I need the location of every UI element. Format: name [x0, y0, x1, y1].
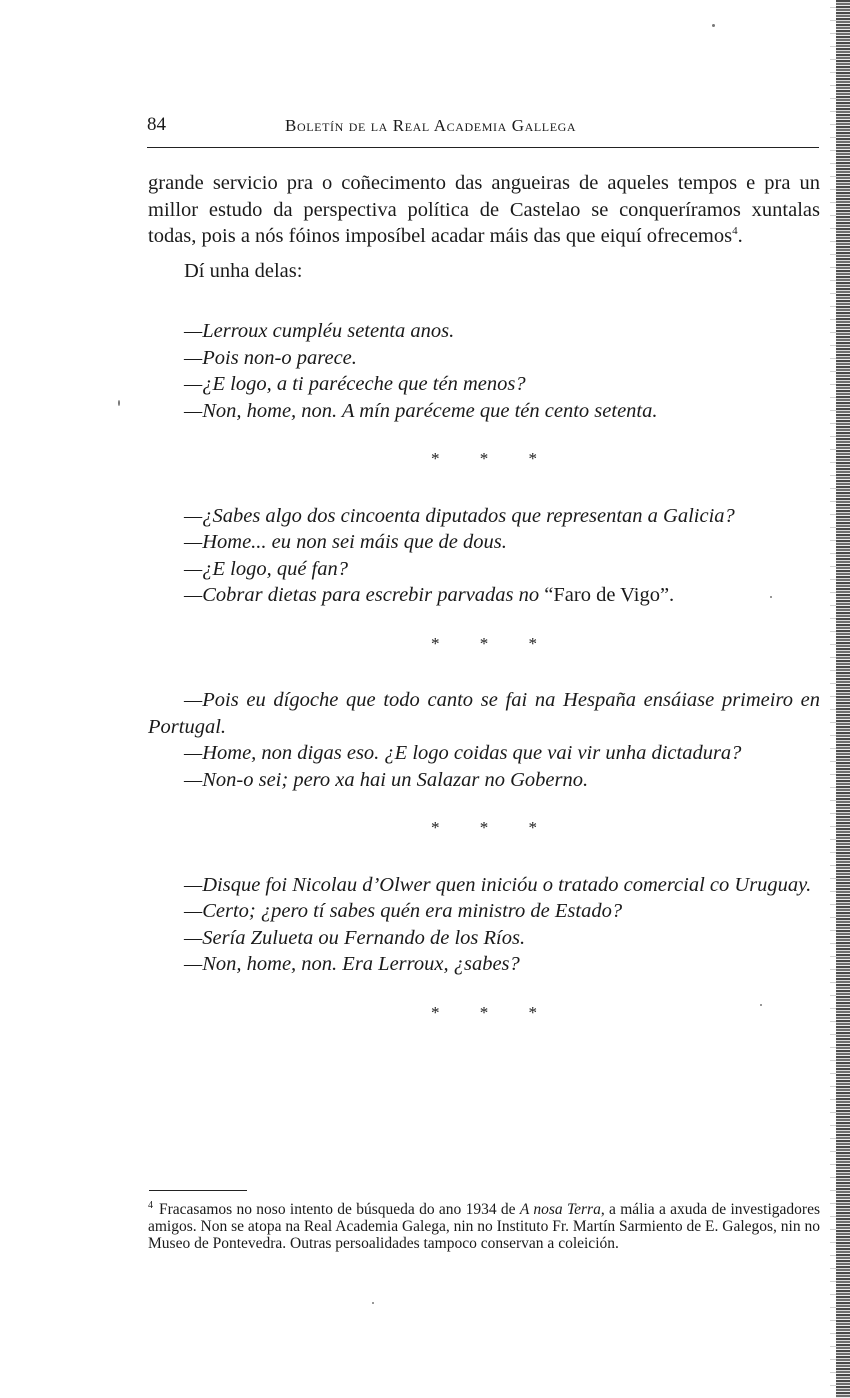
intro-paragraph [148, 170, 820, 250]
scan-speck [712, 24, 715, 27]
dialogue-block-3 [148, 687, 820, 793]
page-number: 84 [147, 114, 166, 135]
dialogue-line: —Pois eu dígoche que todo canto se fai na Hespaña ensáiase primeiro en Portugal. [148, 689, 820, 738]
intro-paragraph-text: grande servicio pra o coñecimento das angueiras de aqueles tempos e pra un millor estudo da perspectiva política de Castelao se conqueríramos xuntalas todas, pois a nós fóinos imposíbel acadar máis das que eiquí ofrecemos [148, 172, 820, 247]
scan-speck [770, 596, 772, 598]
footnote-mark: 4 [148, 1200, 153, 1211]
scan-speck [760, 1004, 762, 1006]
newspaper-name: “Faro de Vigo”. [544, 584, 675, 606]
intro-paragraph-period: . [737, 225, 743, 247]
section-separator: * * * [431, 818, 555, 837]
running-title: Boletín de la Real Academia Gallega [285, 116, 577, 135]
body-text [148, 170, 820, 1026]
dialogue-line: —Home, non digas eso. ¿E logo coidas que vai vir unha dictadura? [184, 742, 742, 764]
footnote-rule [149, 1190, 247, 1191]
dialogue-line: —Disque foi Nicolau d’Olwer quen inicióu o tratado comercial co Uruguay. [184, 873, 812, 896]
dialogue-line: —Non, home, non. Era Lerroux, ¿sabes? [184, 953, 520, 975]
scan-binding-shadow [830, 0, 836, 1398]
dialogue-line: —Certo; ¿pero tí sabes quén era ministro de Estado? [184, 900, 623, 922]
dialogue-line: —Lerroux cumpléu setenta anos. [184, 320, 455, 342]
dialogue-line: —Non-o sei; pero xa hai un Salazar no Goberno. [184, 768, 589, 791]
scan-binding-edge [836, 0, 850, 1398]
dialogue-line: —¿Sabes algo dos cincoenta diputados que representan a Galicia? [184, 504, 735, 527]
dialogue-block-2 [148, 503, 820, 609]
footnote-text-before: Fracasamos no noso intento de búsqueda do ano 1934 de [159, 1201, 520, 1219]
scan-speck [372, 1302, 374, 1304]
dialogue-line-italic-part: —Cobrar dietas para escrebir parvadas no [184, 584, 545, 606]
footnote-text-after: , a mália a axuda de investigadores amigos. Non se atopa na Real Academia Galega, nin no Instituto Fr. Martín Sarmiento de E. Galegos, nin no Museo de Pontevedra. Outras persoalidades tampoco conservan a coleición. [148, 1201, 820, 1253]
footnote [148, 1197, 820, 1252]
dialogue-line: —Pois non-o parece. [184, 346, 357, 369]
dialogue-line: —¿E logo, qué fan? [184, 557, 348, 580]
intro-lead: Dí unha delas: [184, 259, 303, 282]
footnote-reference: 4 [732, 225, 738, 238]
footnote-title: A nosa Terra [519, 1201, 601, 1219]
section-separator: * * * [431, 449, 555, 468]
dialogue-line: —¿E logo, a ti paréceche que tén menos? [184, 373, 526, 395]
section-separator: * * * [431, 1002, 555, 1022]
dialogue-line-last [148, 582, 820, 609]
scan-speck [118, 400, 120, 406]
page-header [147, 114, 819, 140]
section-separator: * * * [431, 633, 555, 653]
dialogue-line: —Sería Zulueta ou Fernando de los Ríos. [184, 926, 526, 949]
dialogue-block-1 [148, 318, 820, 424]
dialogue-line: —Home... eu non sei máis que de dous. [184, 531, 507, 553]
dialogue-line: —Non, home, non. A mín paréceme que tén cento setenta. [184, 399, 658, 422]
header-rule [147, 147, 819, 148]
dialogue-block-4 [148, 872, 820, 978]
